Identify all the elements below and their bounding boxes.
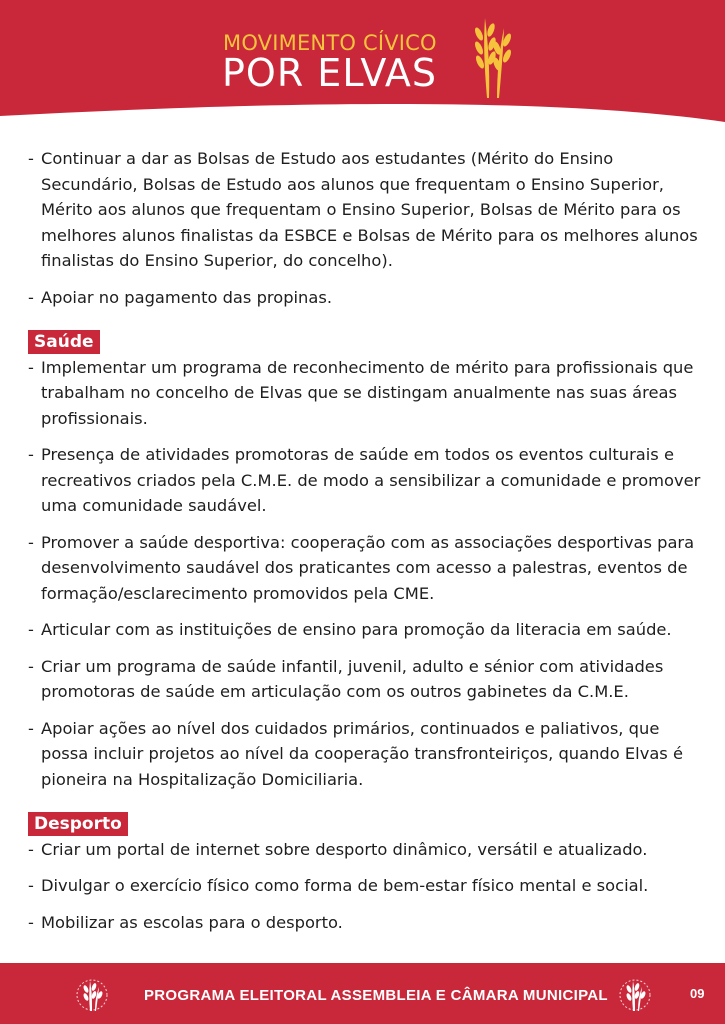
list-item-text: Apoiar ações ao nível dos cuidados primários, continuados e paliativos, que possa incluir projetos ao nível da cooperação transfronteiriços, quando Elvas é pioneira na Hospitalização Domiciliaria. [41,718,683,789]
list-item-text: Apoiar no pagamento das propinas. [41,287,333,307]
list-item: - Implementar um programa de reconhecimento de mérito para profissionais que trabalham no concelho de Elvas que se distingam anualmente nas suas áreas profissionais. [28,355,708,432]
wheat-icon [471,12,511,100]
list-item-text: Criar um portal de internet sobre desporto dinâmico, versátil e atualizado. [41,839,648,859]
main-content [28,146,708,946]
section-title-saude: Saúde [28,330,100,354]
list-item: - Criar um programa de saúde infantil, juvenil, adulto e sénior com atividades promotoras de saúde em articulação com os outros gabinetes da C.M.E. [28,654,708,705]
list-item: - Continuar a dar as Bolsas de Estudo aos estudantes (Mérito do Ensino Secundário, Bolsas de Estudo aos alunos que frequentam o Ensino Superior, Mérito aos alunos que frequentam o Ensino Superior, Bolsas de Mérito para os melhores alunos finalistas da ESBCE e Bolsas de Mérito para os melhores alunos finalistas do Ensino Superior, do concelho). [28,146,708,274]
section-title-desporto: Desporto [28,812,128,836]
list-item-text: Implementar um programa de reconhecimento de mérito para profissionais que trabalham no concelho de Elvas que se distingam anualmente nas suas áreas profissionais. [41,357,694,428]
list-item: - Apoiar no pagamento das propinas. [28,285,708,311]
list-item: - Criar um portal de internet sobre desporto dinâmico, versátil e atualizado. [28,837,708,863]
list-item-text: Articular com as instituições de ensino para promoção da literacia em saúde. [41,620,672,639]
logo-line1: MOVIMENTO CÍVICO [223,31,437,55]
list-item-text: Criar um programa de saúde infantil, juvenil, adulto e sénior com atividades promotoras de saúde em articulação com os outros gabinetes da C.M.E. [41,656,664,701]
logo [209,4,517,102]
list-item: - Presença de atividades promotoras de saúde em todos os eventos culturais e recreativos criados pela C.M.E. de modo a sensibilizar a comunidade e promover uma comunidade saudável. [28,442,708,519]
page-number: 09 [690,986,705,1001]
list-item: - Mobilizar as escolas para o desporto. [28,910,708,936]
list-item-text: Continuar a dar as Bolsas de Estudo aos estudantes (Mérito do Ensino Secundário, Bolsas de Estudo aos alunos que frequentam o Ensino Superior, Mérito aos alunos que frequentam o Ensino Superior, Bolsas de Mérito para os melhores alunos finalistas da ESBCE e Bolsas de Mérito para os melhores alunos finalistas do Ensino Superior, do concelho). [41,149,698,270]
footer-title: PROGRAMA ELEITORAL ASSEMBLEIA E CÂMARA MUNICIPAL [144,987,608,1004]
wheat-emblem-icon [75,975,109,1015]
list-item: - Divulgar o exercício físico como forma de bem-estar físico mental e social. [28,873,708,899]
list-item-text: Mobilizar as escolas para o desporto. [41,912,343,932]
list-item-text: Promover a saúde desportiva: cooperação com as associações desportivas para desenvolvimento saudável dos praticantes com acesso a palestras, eventos de formação/esclarecimento promovidos pela CME. [41,532,695,603]
list-item-text: Presença de atividades promotoras de saúde em todos os eventos culturais e recreativos criados pela C.M.E. de modo a sensibilizar a comunidade e promover uma comunidade saudável. [41,445,701,515]
list-item: - Articular com as instituições de ensino para promoção da literacia em saúde. [28,617,708,643]
list-item: - Promover a saúde desportiva: cooperação com as associações desportivas para desenvolvimento saudável dos praticantes com acesso a palestras, eventos de formação/esclarecimento promovidos pela CME. [28,530,708,607]
footer [0,963,725,1024]
list-item: - Apoiar ações ao nível dos cuidados primários, continuados e paliativos, que possa incluir projetos ao nível da cooperação transfronteiriços, quando Elvas é pioneira na Hospitalização Domiciliaria. [28,716,708,793]
logo-line2: POR ELVAS [222,51,437,95]
wheat-emblem-icon [618,975,652,1015]
list-item-text: Divulgar o exercício físico como forma de bem-estar físico mental e social. [41,876,649,895]
